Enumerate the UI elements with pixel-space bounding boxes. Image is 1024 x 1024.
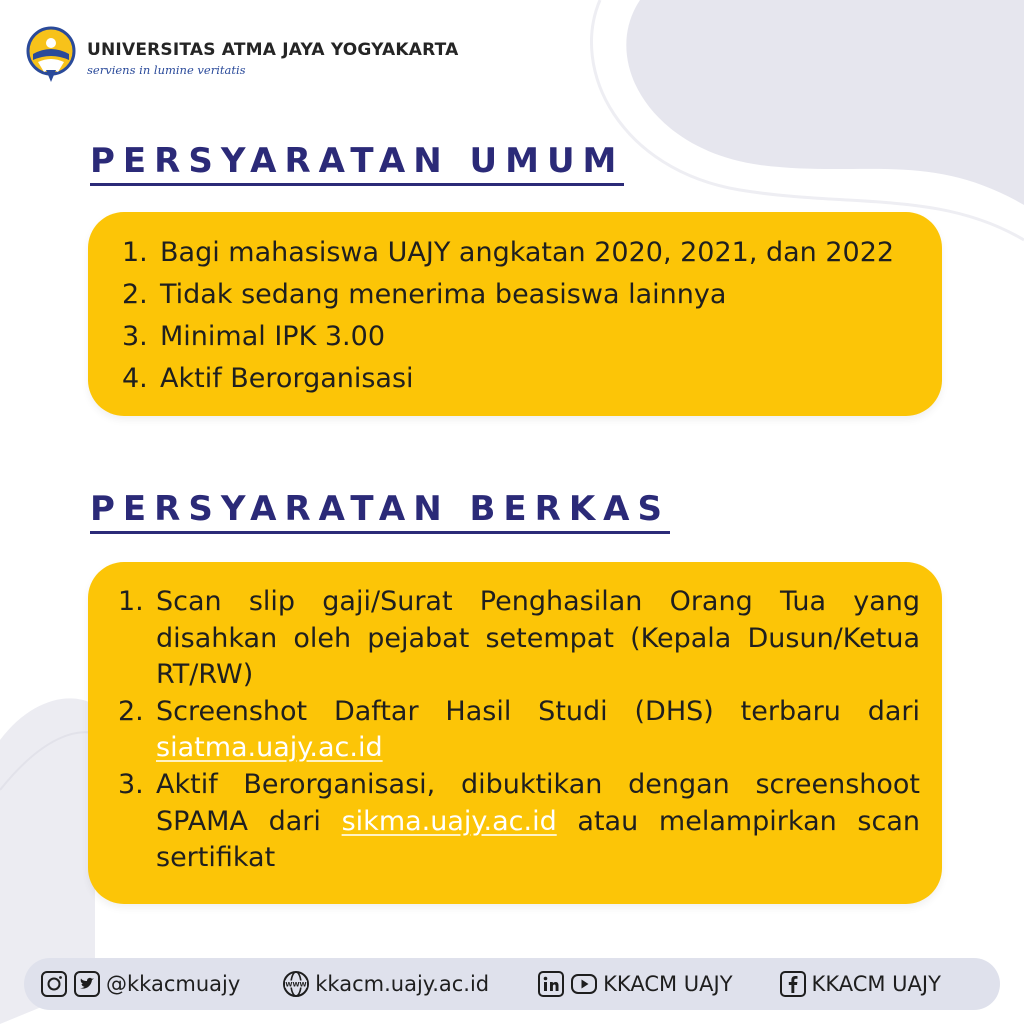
facebook-icon — [779, 970, 807, 998]
facebook-text: KKACM UAJY — [811, 972, 941, 996]
requirements-list-umum — [122, 232, 902, 400]
list-number: 3. — [122, 321, 148, 352]
requirements-box-berkas — [88, 562, 942, 904]
section-title-berkas: PERSYARATAN BERKAS — [90, 490, 670, 534]
linkedin-icon — [537, 970, 565, 998]
youtube-icon — [570, 970, 598, 998]
list-item — [118, 767, 920, 877]
list-item — [122, 316, 902, 358]
list-text: Bagi mahasiswa UAJY angkatan 2020, 2021, dan 2022 — [160, 237, 895, 268]
list-text-before: Aktif Berorganisasi, dibuktikan dengan screenshoot SPAMA dari — [156, 768, 920, 837]
list-item — [118, 584, 920, 694]
website-text: kkacm.uajy.ac.id — [315, 972, 490, 996]
university-crest-icon — [24, 26, 78, 84]
footer-social-handle[interactable] — [40, 970, 240, 998]
list-item — [122, 358, 902, 400]
list-number: 4. — [122, 363, 148, 394]
sikma-link[interactable]: sikma.uajy.ac.id — [341, 805, 557, 837]
list-text — [156, 767, 920, 877]
social-handle-text: @kkacmuajy — [106, 972, 241, 996]
list-text-before: Screenshot Daftar Hasil Studi (DHS) terbaru dari — [156, 695, 920, 727]
list-text-after: atau melampirkan scan sertifikat — [156, 805, 920, 874]
list-number: 2. — [118, 695, 144, 727]
youtube-linkedin-text: KKACM UAJY — [603, 972, 733, 996]
list-text: Tidak sedang menerima beasiswa lainnya — [160, 279, 727, 310]
list-item — [118, 694, 920, 767]
section-title-umum: PERSYARATAN UMUM — [90, 142, 624, 186]
list-text — [156, 694, 920, 767]
requirements-box-umum — [88, 212, 942, 416]
list-item — [122, 274, 902, 316]
university-motto: serviens in lumine veritatis — [87, 63, 246, 77]
instagram-icon — [40, 970, 68, 998]
requirements-list-berkas — [118, 584, 920, 877]
footer-bar — [24, 958, 1000, 1010]
twitter-icon — [73, 970, 101, 998]
list-text: Scan slip gaji/Surat Penghasilan Orang Tua yang disahkan oleh pejabat setempat (Kepala Dusun/Ketua RT/RW) — [156, 586, 920, 691]
svg-text:WWW: WWW — [285, 980, 307, 989]
list-number: 1. — [118, 586, 144, 617]
list-number: 2. — [122, 279, 148, 310]
university-name: UNIVERSITAS ATMA JAYA YOGYAKARTA — [87, 40, 459, 60]
www-globe-icon — [282, 970, 310, 998]
list-number: 3. — [118, 768, 144, 800]
brand-header — [24, 26, 459, 84]
list-number: 1. — [122, 237, 148, 268]
list-text: Aktif Berorganisasi — [160, 363, 414, 394]
list-text: Minimal IPK 3.00 — [160, 321, 385, 352]
footer-linkedin-youtube[interactable] — [537, 970, 732, 998]
footer-website[interactable] — [282, 970, 489, 998]
list-item — [122, 232, 902, 274]
siatma-link[interactable]: siatma.uajy.ac.id — [156, 732, 383, 764]
footer-facebook[interactable] — [779, 970, 941, 998]
